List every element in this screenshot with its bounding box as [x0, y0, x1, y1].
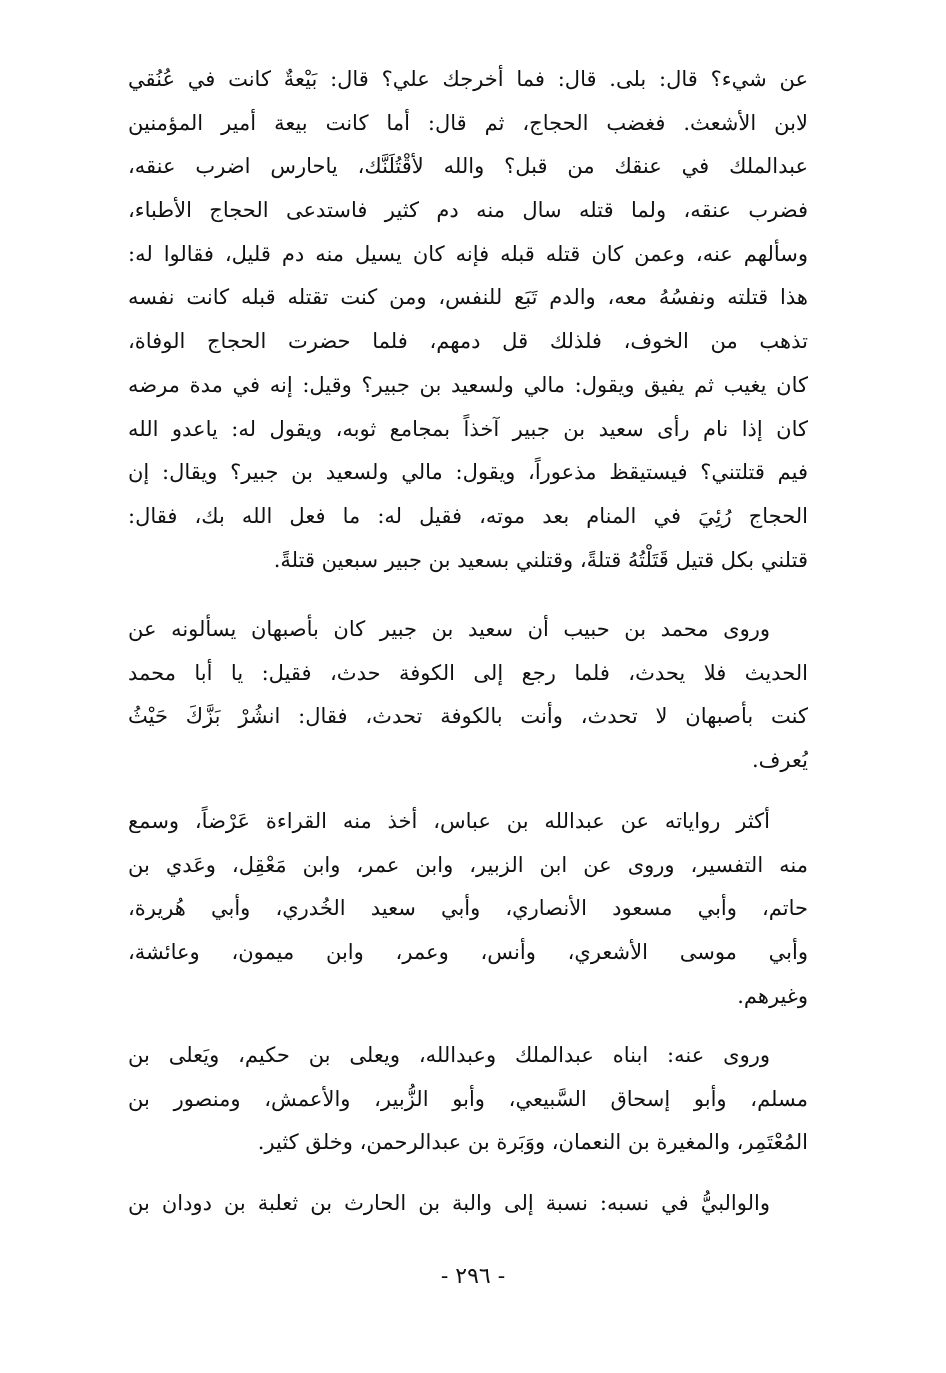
text-line: فيم قتلتني؟ فيستيقظ مذعوراً، ويقول: مالي ولسعيد بن جبير؟ ويقال: إن — [128, 460, 808, 485]
text-line: هذا قتلته ونفسُهُ معه، والدم تَبَع للنفس، ومن كنت تقتله قبله كانت نفسه — [128, 285, 808, 310]
text-line: وروى محمد بن حبيب أن سعيد بن جبير كان بأصبهان يسألونه عن — [128, 617, 770, 641]
text-line: والوالبيُّ في نسبه: نسبة إلى والبة بن الحارث بن ثعلبة بن دودان بن — [128, 1191, 770, 1215]
text-line: مسلم، وأبو إسحاق السَّبيعي، وأبو الزُّبير، والأعمش، ومنصور بن — [128, 1086, 808, 1111]
page-number: - ٢٩٦ - — [440, 1264, 506, 1289]
text-line: منه التفسير، وروى عن ابن الزبير، وابن عمر، وابن مَعْقِل، وعَدي بن — [128, 852, 808, 877]
text-line: فضرب عنقه، ولما قتله سال منه دم كثير فاستدعى الحجاج الأطباء، — [128, 198, 808, 223]
text-line: عبدالملك في عنقك من قبل؟ والله لأقْتُلَنَّك، ياحارس اضرب عنقه، — [128, 154, 808, 179]
text-line: وروى عنه: ابناه عبدالملك وعبدالله، ويعلى بن حكيم، ويَعلى بن — [128, 1043, 770, 1067]
text-line: يُعرف. — [751, 748, 808, 773]
text-line: كان يغيب ثم يفيق ويقول: مالي ولسعيد بن جبير؟ وقيل: إنه في مدة مرضه — [128, 372, 808, 397]
text-line: الحديث فلا يحدث، فلما رجع إلى الكوفة حدث، فقيل: يا أبا محمد — [128, 660, 808, 685]
text-line: عن شيء؟ قال: بلى. قال: فما أخرجك علي؟ قال: بَيْعةٌ كانت في عُنُقي — [128, 67, 808, 91]
paragraph-2 — [128, 608, 808, 783]
text-line: الحجاج رُئِيَ في المنام بعد موته، فقيل له: ما فعل الله بك، فقال: — [128, 503, 808, 528]
text-line: كنت بأصبهان لا تحدث، وأنت بالكوفة تحدث، فقال: انشُرْ بَزَّكَ حَيْثُ — [128, 704, 808, 729]
text-line: قتلني بكل قتيل قَتَلْتُهُ قتلةً، وقتلني بسعيد بن جبير سبعين قتلةً. — [273, 547, 808, 572]
text-line: حاتم، وأبي مسعود الأنصاري، وأبي سعيد الخُدري، وأبي هُريرة، — [128, 896, 808, 921]
paragraph-1 — [128, 58, 808, 582]
text-line: أكثر رواياته عن عبدالله بن عباس، أخذ منه القراءة عَرْضاً، وسمع — [128, 809, 770, 833]
paragraph-3 — [128, 800, 808, 1018]
text-line: وأبي موسى الأشعري، وأنس، وعمر، وابن ميمون، وعائشة، — [128, 940, 808, 965]
text-line: تذهب من الخوف، فلذلك قل دمهم، فلما حضرت الحجاج الوفاة، — [128, 329, 808, 354]
text-line: كان إذا نام رأى سعيد بن جبير آخذاً بمجامع ثوبه، ويقول له: ياعدو الله — [128, 416, 808, 441]
paragraph-5 — [128, 1182, 808, 1226]
paragraph-4 — [128, 1034, 808, 1165]
text-line: وسألهم عنه، وعمن كان قتله قبله فإنه كان يسيل منه دم قليل، فقالوا له: — [128, 241, 808, 266]
text-line: المُعْتَمِر، والمغيرة بن النعمان، ووَبَرة بن عبدالرحمن، وخلق كثير. — [257, 1130, 808, 1155]
text-line: لابن الأشعث. فغضب الحجاج، ثم قال: أما كانت بيعة أمير المؤمنين — [128, 110, 808, 135]
text-line: وغيرهم. — [737, 983, 808, 1008]
